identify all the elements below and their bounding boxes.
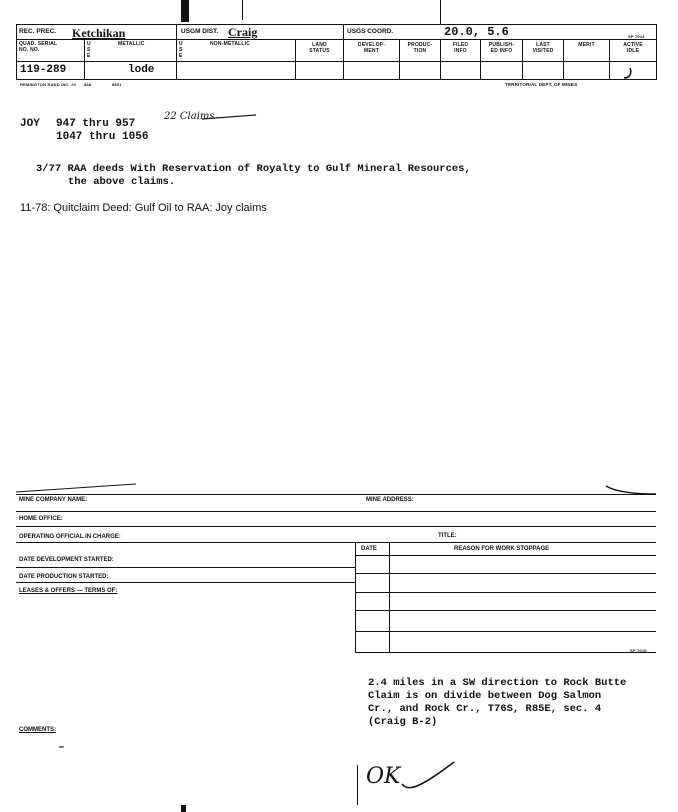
- quad-serial-subheader: NO. NO.: [19, 47, 40, 53]
- reason-column-header: REASON FOR WORK STOPPAGE: [454, 546, 550, 552]
- use-letter-2: S: [87, 47, 91, 53]
- top-black-mark: [181, 0, 189, 22]
- use-letter-3: E: [87, 53, 91, 59]
- usgm-dist-value: Craig: [228, 25, 258, 39]
- home-office-label: HOME OFFICE:: [19, 516, 63, 522]
- development-header: DEVELOP- MENT: [357, 42, 386, 54]
- form-code-2: 8801: [112, 82, 122, 87]
- rec-prec-label: REC. PREC.: [19, 28, 57, 35]
- bottom-black-mark: [181, 805, 186, 812]
- mine-address-label: MINE ADDRESS:: [366, 497, 414, 503]
- joy-line-2: 1047 thru 1056: [56, 131, 149, 143]
- joy-line-1: 947 thru 957: [56, 118, 136, 130]
- location-line-1: 2.4 miles in a SW direction to Rock Butte: [368, 677, 627, 689]
- dept-label: TERRITORIAL DEPT. OF MINES: [505, 82, 578, 87]
- rec-prec-value: Ketchikan: [72, 26, 126, 40]
- printer-label: REMINGTON RAND INC. 20: [20, 82, 77, 87]
- initials-signature: OK: [366, 764, 401, 789]
- operating-official-label: OPERATING OFFICIAL IN CHARGE:: [19, 534, 121, 540]
- claims-underline: [200, 112, 260, 122]
- date-column-header: DATE: [361, 546, 377, 552]
- check-mark: [398, 758, 458, 798]
- last-visited-header: LAST VISITED: [532, 42, 554, 54]
- use-letter2-3: E: [179, 53, 183, 59]
- form-code: SP 7014: [628, 34, 645, 39]
- joy-label: JOY: [20, 118, 40, 130]
- use-letter-1: U: [87, 41, 91, 47]
- coord-value: 20.0, 5.6: [444, 25, 509, 39]
- mine-company-name-label: MINE COMPANY NAME:: [19, 497, 88, 503]
- title-label: TITLE:: [438, 533, 457, 539]
- quad-serial-header: QUAD. SERIAL: [19, 41, 58, 47]
- deed-1-line-2: the above claims.: [68, 176, 176, 188]
- location-line-3: Cr., and Rock Cr., T76S, R85E, sec. 4: [368, 703, 602, 715]
- top-stroke: [16, 482, 656, 502]
- deed-2: 11-78: Quitclaim Deed: Gulf Oil to RAA: Joy claims: [20, 202, 267, 214]
- published-info-header: PUBLISH- ED INFO: [488, 42, 515, 54]
- usgs-coord-label: USGS COORD.: [347, 28, 394, 35]
- idle-mark: [620, 66, 634, 80]
- location-line-2: Claim is on divide between Dog Salmon: [368, 690, 602, 702]
- location-line-4: (Craig B-2): [368, 716, 438, 728]
- form-code-1: 888: [84, 82, 92, 87]
- merit-header: MERIT: [578, 42, 595, 48]
- date-production-label: DATE PRODUCTION STARTED:: [19, 574, 109, 580]
- metallic-value: lode: [128, 64, 155, 76]
- leases-label: LEASES & OFFERS — TERMS OF:: [19, 588, 118, 594]
- form-code-2: SP 7015: [630, 648, 647, 653]
- filed-info-header: FILED INFO: [452, 42, 469, 54]
- comments-value: –: [58, 742, 65, 754]
- date-development-label: DATE DEVELOPMENT STARTED:: [19, 557, 114, 563]
- land-status-header: LAND STATUS: [309, 42, 330, 54]
- usgm-dist-label: USGM DIST.: [181, 28, 219, 35]
- comments-label: COMMENTS:: [19, 727, 56, 733]
- non-metallic-header: NON-METALLIC: [210, 41, 251, 47]
- serial-value: 119-289: [20, 64, 67, 76]
- active-idle-header: ACTIVE IDLE: [623, 42, 643, 54]
- claims-note: 22 Claims: [164, 111, 215, 122]
- production-header: PRODUC- TION: [407, 42, 433, 54]
- deed-1-line-1: 3/77 RAA deeds With Reservation of Royalty to Gulf Mineral Resources,: [36, 163, 471, 175]
- use-letter2-2: S: [179, 47, 183, 53]
- metallic-header: METALLIC: [118, 41, 145, 47]
- use-letter2-1: U: [179, 41, 183, 47]
